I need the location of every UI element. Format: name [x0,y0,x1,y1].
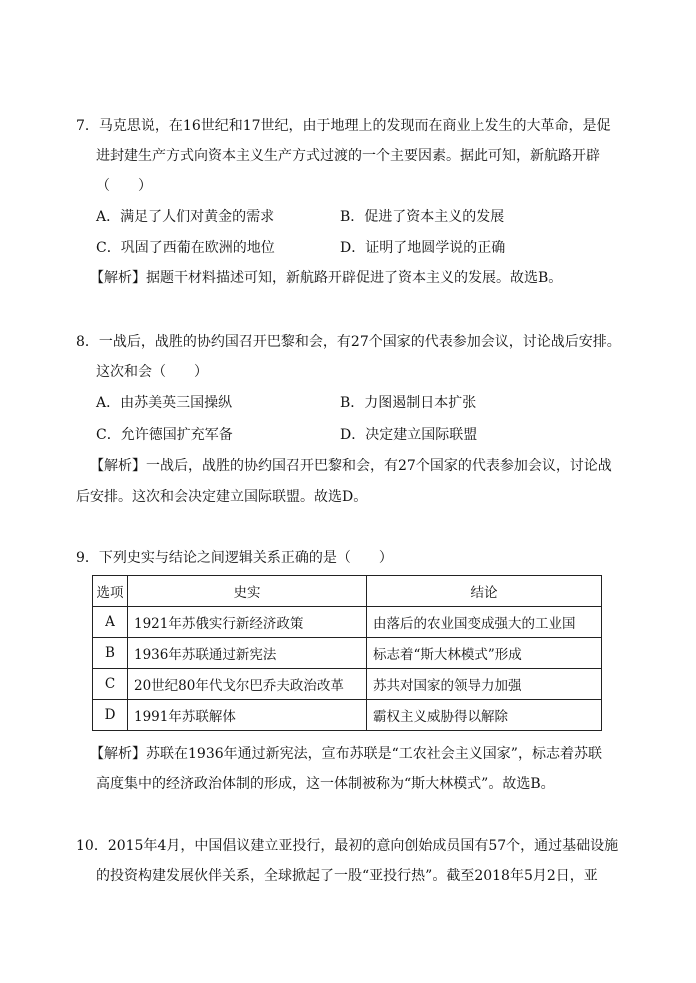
q10-stem-line1: 10．2015年4月，中国倡议建立亚投行，最初的意向创始成员国有57个，通过基础设施 [76,838,619,854]
q8-option-a: A．由苏美英三国操纵 [96,395,233,411]
table-cell-option: A [93,607,128,638]
q9-stem: 9．下列史实与结论之间逻辑关系正确的是（ ） [76,550,393,566]
table-cell-fact: 1991年苏联解体 [128,700,367,731]
table-cell-fact: 1936年苏联通过新宪法 [128,638,367,669]
table-cell-fact: 20世纪80年代戈尔巴乔夫政治改革 [128,669,367,700]
q7-option-c: C．巩固了西葡在欧洲的地位 [96,240,275,256]
table-header-option: 选项 [93,576,128,607]
q7-option-b: B．促进了资本主义的发展 [340,209,505,225]
q8-option-d: D．决定建立国际联盟 [340,427,478,443]
table-cell-conclusion: 霸权主义威胁得以解除 [367,700,602,731]
table-header-fact: 史实 [128,576,367,607]
q8-stem-line2: 这次和会（ ） [96,364,208,380]
q7-analysis: 【解析】据题干材料描述可知，新航路开辟促进了资本主义的发展。故选B。 [90,270,563,286]
table-cell-conclusion: 苏共对国家的领导力加强 [367,669,602,700]
table-cell-option: D [93,700,128,731]
table-cell-conclusion: 由落后的农业国变成强大的工业国 [367,607,602,638]
q10-stem-line2: 的投资构建发展伙伴关系，全球掀起了一股“亚投行热”。截至2018年5月2日，亚 [96,868,598,884]
table-cell-option: B [93,638,128,669]
table-row [93,700,602,731]
table-header-row [93,576,602,607]
q7-option-d: D．证明了地圆学说的正确 [340,240,506,256]
q8-stem-line1: 8．一战后，战胜的协约国召开巴黎和会，有27个国家的代表参加会议，讨论战后安排。 [76,334,621,350]
q9-table [92,575,602,731]
q8-analysis-line2: 后安排。这次和会决定建立国际联盟。故选D。 [76,489,368,505]
q7-option-a: A．满足了人们对黄金的需求 [96,209,275,225]
q8-option-b: B．力图遏制日本扩张 [340,395,477,411]
q9-analysis-line2: 高度集中的经济政治体制的形成，这一体制被称为“斯大林模式”。故选B。 [96,776,555,792]
q7-stem-line1: 7．马克思说，在16世纪和17世纪，由于地理上的发现而在商业上发生的大革命，是促 [76,118,611,134]
table-header-conclusion: 结论 [367,576,602,607]
table-row [93,638,602,669]
table-row [93,607,602,638]
q9-analysis-line1: 【解析】苏联在1936年通过新宪法，宣布苏联是“工农社会主义国家”，标志着苏联 [90,746,602,762]
q8-analysis-line1: 【解析】一战后，战胜的协约国召开巴黎和会，有27个国家的代表参加会议，讨论战 [90,458,612,474]
table-cell-conclusion: 标志着“斯大林模式”形成 [367,638,602,669]
table-cell-option: C [93,669,128,700]
table-row [93,669,602,700]
q8-option-c: C．允许德国扩充军备 [96,427,233,443]
table-cell-fact: 1921年苏俄实行新经济政策 [128,607,367,638]
q7-stem-line2: 进封建生产方式向资本主义生产方式过渡的一个主要因素。据此可知，新航路开辟 [96,148,600,164]
q7-stem-line3: （ ） [96,178,152,194]
